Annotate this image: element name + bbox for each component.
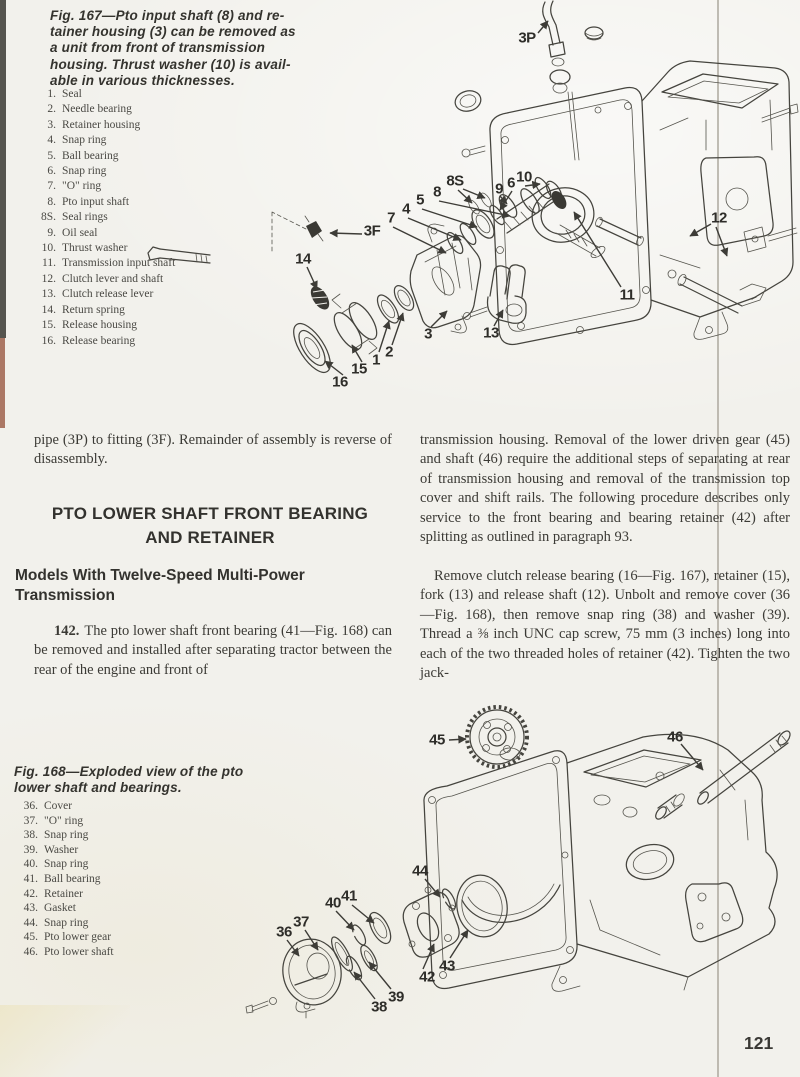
part-label: Snap ring xyxy=(44,916,89,929)
part-number: 8. xyxy=(47,195,56,208)
figure-callout-41: 41 xyxy=(341,887,357,905)
part-number: 8S. xyxy=(40,211,56,224)
part-label: Release bearing xyxy=(62,334,136,347)
part-number: 14. xyxy=(41,303,56,316)
part-list-item xyxy=(10,916,114,931)
part-list-item xyxy=(10,945,114,960)
fig168-caption xyxy=(14,764,256,796)
part-list-item xyxy=(28,318,175,333)
part-list-item xyxy=(10,799,114,814)
part-number: 9. xyxy=(47,226,56,239)
fig167-caption xyxy=(50,8,313,89)
figure-callout-5: 5 xyxy=(416,191,424,209)
part-number: 39. xyxy=(23,843,38,856)
paragraph-142-number: 142. xyxy=(54,623,80,639)
part-number: 41. xyxy=(23,872,38,885)
fig168-cover-stack xyxy=(246,871,512,1018)
page-number: 121 xyxy=(744,1033,774,1053)
figure-callout-3: 3 xyxy=(424,325,432,343)
part-label: Pto lower shaft xyxy=(44,945,114,958)
part-label: Seal xyxy=(62,88,82,100)
part-number: 3. xyxy=(47,118,56,131)
section-heading-line2: AND RETAINER xyxy=(145,527,275,547)
figure-callout-11: 11 xyxy=(619,286,635,304)
figure-callout-39: 39 xyxy=(388,988,404,1006)
fig168-shaft46 xyxy=(654,729,793,821)
part-label: "O" ring xyxy=(62,180,102,193)
part-label: Needle bearing xyxy=(62,103,132,116)
part-list-item xyxy=(28,226,175,241)
caption-line: Fig. 168—Exploded view of the pto xyxy=(14,764,244,779)
figure-callout-2: 2 xyxy=(385,343,393,361)
figure-callout-8S: 8S xyxy=(446,172,464,190)
fig168-parts-list xyxy=(10,799,114,960)
part-list-item xyxy=(28,179,175,194)
part-list-item xyxy=(28,287,175,302)
figure-callout-37: 37 xyxy=(293,913,309,931)
part-number: 10. xyxy=(41,242,56,255)
part-list-item xyxy=(28,149,175,164)
part-list-item xyxy=(28,256,175,271)
right-column-paragraph-2: Remove clutch release bearing (16—Fig. 167), retainer (15), fork (13) and release shaft (12). Unbolt and remove cover (36—Fig. 168), then remove snap ring (38) and washer (39). Thread a ⅜ inch UNC cap screw, 75 mm (3 inches) long into each of the two threaded holes of retainer (42). Tighten the two jack- xyxy=(420,568,790,682)
part-label: Transmission input shaft xyxy=(62,257,176,270)
part-label: Pto input shaft xyxy=(62,195,130,208)
figure-callout-14: 14 xyxy=(295,250,311,268)
part-label: Cover xyxy=(44,800,73,812)
part-list-item xyxy=(28,303,175,318)
fig167-small-parts xyxy=(148,212,333,313)
fig167-fork-and-levers xyxy=(464,216,767,323)
figure-callout-36: 36 xyxy=(276,923,292,941)
paragraph-142 xyxy=(34,622,392,680)
part-number: 13. xyxy=(41,288,56,301)
part-list-item xyxy=(10,901,114,916)
part-list-item xyxy=(28,87,175,102)
figure-callout-15: 15 xyxy=(351,360,367,378)
part-list-item xyxy=(10,843,114,858)
part-number: 6. xyxy=(47,165,56,178)
part-list-item xyxy=(28,133,175,148)
part-label: "O" ring xyxy=(44,814,84,827)
part-number: 4. xyxy=(47,134,56,147)
figure-callout-3F: 3F xyxy=(363,222,381,240)
caption-line: able in various thicknesses. xyxy=(50,72,235,88)
part-number: 46. xyxy=(23,945,38,958)
scan-edge-dark xyxy=(0,0,6,338)
part-label: Snap ring xyxy=(44,858,89,871)
part-list-item xyxy=(28,272,175,287)
part-label: Seal rings xyxy=(62,211,108,224)
part-label: Thrust washer xyxy=(62,242,128,255)
fig168-housing xyxy=(424,731,777,991)
caption-line: a unit from front of transmission xyxy=(50,40,266,56)
caption-line: housing. Thrust washer (10) is avail- xyxy=(50,56,291,72)
section-heading xyxy=(30,502,390,550)
caption-line: Fig. 167—Pto input shaft (8) and re- xyxy=(50,8,285,23)
part-label: Pto lower gear xyxy=(44,931,112,944)
part-number: 1. xyxy=(47,88,56,100)
part-number: 43. xyxy=(23,902,38,915)
paragraph-pipe-fitting: pipe (3P) to fitting (3F). Remainder of assembly is reverse of disassembly. xyxy=(34,432,392,468)
part-number: 2. xyxy=(47,103,56,116)
figure-callout-16: 16 xyxy=(332,373,348,391)
figure-callout-1: 1 xyxy=(372,351,380,369)
caption-line: tainer housing (3) can be removed as xyxy=(50,24,296,40)
part-number: 45. xyxy=(23,931,38,944)
figure-callout-6: 6 xyxy=(507,174,515,192)
part-number: 15. xyxy=(41,319,56,332)
part-list-item xyxy=(28,102,175,117)
fig168-leader-arrows xyxy=(287,739,703,999)
figure-callout-9: 9 xyxy=(495,180,503,198)
part-list-item xyxy=(28,334,175,349)
fig167-leader-arrows xyxy=(307,21,727,375)
part-list-item xyxy=(10,930,114,945)
fig167-parts-list xyxy=(28,87,175,349)
figure-callout-10: 10 xyxy=(516,168,532,186)
fig167-housing xyxy=(453,1,798,344)
figure-callout-4: 4 xyxy=(402,200,410,218)
part-number: 42. xyxy=(23,887,38,900)
part-number: 38. xyxy=(23,829,38,842)
part-label: Washer xyxy=(44,843,79,856)
part-list-item xyxy=(28,164,175,179)
part-list-item xyxy=(10,814,114,829)
sub-heading: Models With Twelve-Speed Multi-Power Transmission xyxy=(15,567,305,605)
figure-callout-38: 38 xyxy=(371,998,387,1016)
part-number: 12. xyxy=(41,272,56,285)
part-label: Oil seal xyxy=(62,226,98,239)
caption-line: lower shaft and bearings. xyxy=(14,780,182,796)
part-number: 5. xyxy=(47,149,56,162)
part-label: Ball bearing xyxy=(62,149,119,162)
part-label: Gasket xyxy=(44,902,76,915)
part-label: Clutch lever and shaft xyxy=(62,272,164,285)
right-column-paragraph-1: transmission housing. Removal of the lower driven gear (45) and shaft (46) require the additional steps of separating at rear of transmission housing and removal of the transmission top cover and shift rails. The following procedure describes only service to the front bearing and bearing retainer (42) after splitting as outlined in paragraph 93. xyxy=(420,432,790,546)
fig168-gear xyxy=(467,707,527,767)
part-list-item xyxy=(10,872,114,887)
part-number: 11. xyxy=(42,257,56,270)
scan-edge-red xyxy=(0,338,5,428)
part-list-item xyxy=(28,195,175,210)
figure-callout-8: 8 xyxy=(433,183,441,201)
figure-callout-7: 7 xyxy=(387,209,395,227)
part-label: Clutch release lever xyxy=(62,288,154,301)
part-label: Ball bearing xyxy=(44,872,101,885)
figure-callout-46: 46 xyxy=(667,728,683,746)
part-number: 7. xyxy=(47,180,56,193)
part-list-item xyxy=(28,210,175,225)
fig167-shaft-assembly xyxy=(287,172,607,378)
part-label: Retainer housing xyxy=(62,118,141,131)
part-label: Return spring xyxy=(62,303,125,316)
figure-callout-40: 40 xyxy=(325,894,341,912)
figure-callout-13: 13 xyxy=(483,324,499,342)
part-label: Snap ring xyxy=(44,829,89,842)
part-number: 37. xyxy=(23,814,38,827)
part-label: Retainer xyxy=(44,887,83,900)
figure-callout-42: 42 xyxy=(419,968,435,986)
figure-callout-43: 43 xyxy=(439,957,455,975)
part-label: Snap ring xyxy=(62,165,107,178)
part-label: Snap ring xyxy=(62,134,107,147)
part-list-item xyxy=(28,118,175,133)
part-number: 44. xyxy=(23,916,38,929)
part-number: 40. xyxy=(23,858,38,871)
figure-callout-12: 12 xyxy=(711,209,727,227)
part-number: 36. xyxy=(23,800,38,812)
part-number: 16. xyxy=(41,334,56,347)
part-list-item xyxy=(10,887,114,902)
section-heading-line1: PTO LOWER SHAFT FRONT BEARING xyxy=(51,504,369,523)
paragraph-142-text: The pto lower shaft front bearing (41—Fig. 168) can be removed and installed after separating tractor between the rear of the engine and front of xyxy=(34,623,392,678)
part-list-item xyxy=(10,828,114,843)
part-list-item xyxy=(28,241,175,256)
part-label: Release housing xyxy=(62,319,138,332)
part-list-item xyxy=(10,857,114,872)
figure-callout-44: 44 xyxy=(412,862,428,880)
figure-callout-45: 45 xyxy=(429,731,445,749)
scan-corner-tint xyxy=(0,1005,130,1077)
figure-callout-3P: 3P xyxy=(518,29,536,47)
